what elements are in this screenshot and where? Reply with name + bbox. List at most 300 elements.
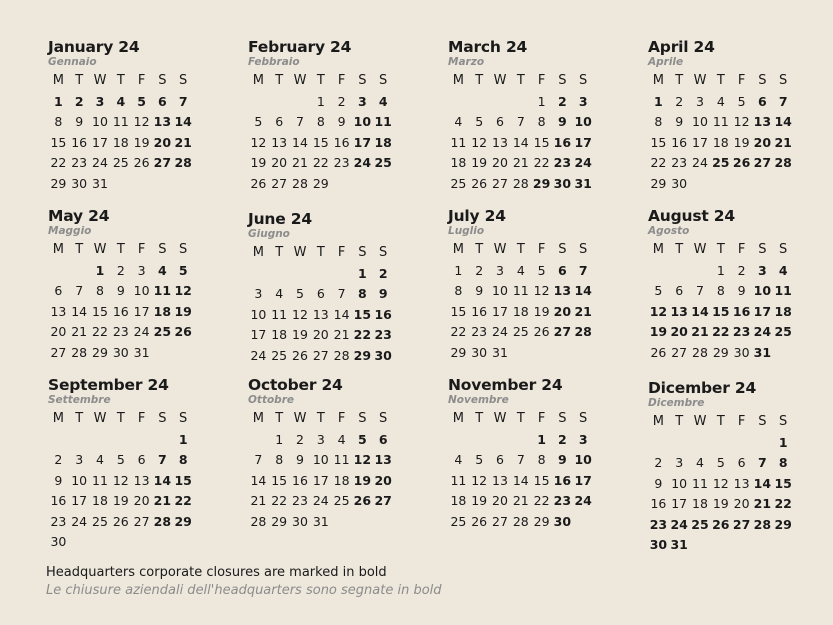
weekday-header: S bbox=[558, 242, 567, 258]
day-cell: 17 bbox=[574, 472, 592, 488]
day-cell: 10 bbox=[250, 306, 267, 322]
day-cell: 14 bbox=[153, 472, 172, 488]
week-row bbox=[248, 471, 418, 492]
day-grid bbox=[448, 71, 618, 194]
weekday-header: M bbox=[52, 242, 64, 258]
weekday-header: M bbox=[652, 242, 664, 258]
day-grid bbox=[48, 240, 218, 363]
weekday-header: F bbox=[337, 245, 346, 261]
day-cell: 1 bbox=[358, 265, 367, 281]
day-cell: 16 bbox=[333, 134, 350, 150]
weekday-header: T bbox=[316, 245, 325, 261]
day-cell: 28 bbox=[774, 155, 792, 171]
week-row bbox=[48, 430, 218, 451]
day-cell: 19 bbox=[174, 303, 192, 319]
month-title: February 24 bbox=[248, 38, 352, 56]
day-cell: 23 bbox=[732, 324, 751, 340]
day-cell: 8 bbox=[54, 114, 63, 130]
day-cell: 20 bbox=[670, 324, 688, 340]
day-cell: 13 bbox=[492, 134, 508, 150]
week-row bbox=[248, 491, 418, 512]
day-cell: 15 bbox=[650, 134, 667, 150]
week-row bbox=[648, 494, 818, 515]
day-cell: 16 bbox=[650, 496, 667, 512]
day-cell: 17 bbox=[692, 134, 708, 150]
month-9 bbox=[48, 376, 218, 553]
month-title: July 24 bbox=[448, 207, 506, 225]
day-cell: 29 bbox=[450, 344, 467, 360]
day-cell: 30 bbox=[112, 344, 129, 360]
day-cell: 30 bbox=[71, 175, 88, 191]
day-cell: 21 bbox=[174, 134, 192, 150]
month-title: March 24 bbox=[448, 38, 528, 56]
day-cell: 19 bbox=[112, 493, 129, 509]
weekday-header: T bbox=[116, 242, 125, 258]
day-cell: 23 bbox=[374, 327, 392, 343]
day-cell: 6 bbox=[737, 455, 746, 471]
day-cell: 13 bbox=[374, 452, 392, 468]
day-cell: 18 bbox=[92, 493, 108, 509]
week-row bbox=[248, 430, 418, 451]
legend-italian: Le chiusure aziendali dell'headquarters sono segnate in bold bbox=[46, 583, 442, 598]
day-cell: 27 bbox=[753, 155, 772, 171]
day-cell: 30 bbox=[649, 537, 668, 553]
week-row bbox=[448, 512, 618, 533]
day-cell: 13 bbox=[753, 114, 772, 130]
day-cell: 5 bbox=[178, 262, 188, 278]
week-row bbox=[48, 92, 218, 113]
day-cell: 26 bbox=[133, 155, 150, 171]
day-cell: 8 bbox=[654, 114, 663, 130]
week-row bbox=[648, 302, 818, 323]
day-cell: 26 bbox=[292, 347, 308, 363]
day-cell: 7 bbox=[158, 452, 167, 468]
weekday-header: T bbox=[316, 73, 325, 89]
day-cell: 14 bbox=[250, 472, 267, 488]
day-cell: 22 bbox=[650, 155, 667, 171]
month-4 bbox=[648, 38, 818, 194]
day-cell: 4 bbox=[696, 455, 704, 471]
weekday-header: W bbox=[493, 242, 507, 258]
day-cell: 11 bbox=[92, 472, 108, 488]
legend bbox=[46, 564, 442, 600]
day-cell: 31 bbox=[92, 175, 108, 191]
day-cell: 12 bbox=[292, 306, 308, 322]
day-cell: 19 bbox=[133, 134, 150, 150]
day-cell: 5 bbox=[537, 262, 546, 278]
day-cell: 10 bbox=[92, 114, 108, 130]
day-cell: 19 bbox=[292, 327, 308, 343]
day-cell: 7 bbox=[296, 114, 304, 130]
month-title: May 24 bbox=[48, 207, 110, 225]
day-cell: 31 bbox=[133, 344, 150, 360]
day-cell: 25 bbox=[512, 324, 529, 340]
day-cell: 26 bbox=[712, 516, 730, 532]
day-cell: 23 bbox=[671, 155, 688, 171]
day-cell: 25 bbox=[712, 155, 730, 171]
week-row bbox=[648, 535, 818, 556]
day-grid bbox=[448, 409, 618, 532]
day-cell: 13 bbox=[133, 472, 150, 488]
day-cell: 17 bbox=[133, 303, 150, 319]
weekday-header: W bbox=[493, 73, 507, 89]
day-cell: 28 bbox=[292, 175, 308, 191]
day-cell: 23 bbox=[112, 324, 129, 340]
day-cell: 24 bbox=[692, 155, 708, 171]
day-cell: 7 bbox=[75, 283, 84, 299]
day-cell: 17 bbox=[71, 493, 88, 509]
month-8 bbox=[648, 207, 818, 363]
week-row bbox=[648, 433, 818, 454]
day-cell: 21 bbox=[753, 496, 772, 512]
day-cell: 7 bbox=[337, 286, 346, 302]
day-cell: 5 bbox=[296, 286, 304, 302]
day-cell: 21 bbox=[691, 324, 709, 340]
day-cell: 16 bbox=[112, 303, 129, 319]
day-cell: 4 bbox=[716, 93, 725, 109]
weekday-header-row bbox=[448, 71, 618, 92]
weekday-header-row bbox=[448, 240, 618, 261]
week-row bbox=[448, 261, 618, 282]
day-cell: 18 bbox=[512, 303, 529, 319]
day-cell: 11 bbox=[450, 134, 467, 150]
day-cell: 28 bbox=[574, 324, 592, 340]
week-row bbox=[48, 322, 218, 343]
day-cell: 1 bbox=[54, 93, 63, 109]
day-cell: 26 bbox=[250, 175, 267, 191]
week-row bbox=[448, 92, 618, 113]
day-cell: 11 bbox=[271, 306, 288, 322]
weekday-header: T bbox=[475, 242, 484, 258]
weekday-header: T bbox=[716, 414, 725, 430]
day-cell: 29 bbox=[312, 175, 329, 191]
day-cell: 14 bbox=[774, 114, 792, 130]
day-cell: 12 bbox=[112, 472, 129, 488]
day-cell: 15 bbox=[533, 472, 550, 488]
week-row bbox=[448, 153, 618, 174]
day-cell: 26 bbox=[112, 513, 129, 529]
day-cell: 19 bbox=[250, 155, 267, 171]
week-row bbox=[248, 133, 418, 154]
month-subtitle: Novembre bbox=[448, 394, 509, 406]
day-grid bbox=[48, 71, 218, 194]
weekday-header: W bbox=[693, 242, 707, 258]
weekday-header: T bbox=[675, 414, 684, 430]
day-cell: 3 bbox=[496, 262, 504, 278]
day-cell: 15 bbox=[271, 472, 288, 488]
day-cell: 24 bbox=[574, 155, 592, 171]
day-cell: 26 bbox=[732, 155, 751, 171]
day-cell: 2 bbox=[737, 262, 746, 278]
day-cell: 3 bbox=[75, 452, 84, 468]
day-cell: 27 bbox=[312, 347, 329, 363]
day-cell: 29 bbox=[271, 513, 288, 529]
day-cell: 13 bbox=[312, 306, 329, 322]
day-cell: 20 bbox=[374, 472, 392, 488]
day-cell: 6 bbox=[496, 114, 504, 130]
week-row bbox=[48, 133, 218, 154]
week-row bbox=[48, 302, 218, 323]
day-cell: 29 bbox=[774, 516, 792, 532]
day-cell: 21 bbox=[250, 493, 267, 509]
weekday-header: T bbox=[675, 242, 684, 258]
weekday-header: T bbox=[716, 73, 725, 89]
day-cell: 22 bbox=[174, 493, 192, 509]
day-cell: 16 bbox=[374, 306, 392, 322]
day-cell: 7 bbox=[254, 452, 263, 468]
day-cell: 2 bbox=[654, 455, 663, 471]
day-cell: 2 bbox=[558, 93, 567, 109]
day-cell: 21 bbox=[292, 155, 308, 171]
day-cell: 1 bbox=[537, 93, 546, 109]
day-cell: 19 bbox=[712, 496, 729, 512]
day-cell: 16 bbox=[71, 134, 88, 150]
week-row bbox=[448, 302, 618, 323]
day-cell: 13 bbox=[50, 303, 67, 319]
day-cell: 5 bbox=[737, 93, 746, 109]
day-cell: 5 bbox=[654, 283, 663, 299]
weekday-header: M bbox=[452, 73, 464, 89]
day-cell: 1 bbox=[316, 93, 325, 109]
day-cell: 13 bbox=[492, 472, 508, 488]
day-cell: 1 bbox=[178, 431, 188, 447]
day-cell: 17 bbox=[312, 472, 329, 488]
weekday-header: W bbox=[293, 73, 307, 89]
day-cell: 2 bbox=[378, 265, 388, 281]
weekday-header: T bbox=[116, 73, 125, 89]
day-cell: 9 bbox=[737, 283, 746, 299]
day-cell: 6 bbox=[158, 93, 167, 109]
day-cell: 21 bbox=[71, 324, 88, 340]
day-cell: 4 bbox=[454, 114, 463, 130]
weekday-header: S bbox=[179, 411, 188, 427]
weekday-header: W bbox=[93, 242, 107, 258]
weekday-header: T bbox=[316, 411, 325, 427]
day-cell: 28 bbox=[512, 175, 529, 191]
day-cell: 13 bbox=[153, 114, 172, 130]
day-cell: 16 bbox=[553, 472, 572, 488]
day-cell: 8 bbox=[316, 114, 325, 130]
day-cell: 13 bbox=[733, 475, 750, 491]
day-cell: 30 bbox=[733, 344, 750, 360]
day-cell: 22 bbox=[92, 324, 108, 340]
week-row bbox=[48, 512, 218, 533]
day-cell: 4 bbox=[454, 452, 463, 468]
day-grid bbox=[448, 240, 618, 363]
day-cell: 28 bbox=[250, 513, 267, 529]
weekday-header: T bbox=[75, 73, 84, 89]
day-cell: 11 bbox=[450, 472, 467, 488]
weekday-header: S bbox=[379, 245, 388, 261]
weekday-header: S bbox=[779, 73, 788, 89]
month-subtitle: Luglio bbox=[448, 225, 485, 237]
day-cell: 12 bbox=[471, 134, 488, 150]
week-row bbox=[48, 153, 218, 174]
weekday-header: W bbox=[293, 245, 307, 261]
week-row bbox=[248, 450, 418, 471]
weekday-header: T bbox=[475, 73, 484, 89]
day-cell: 16 bbox=[553, 134, 572, 150]
weekday-header: T bbox=[516, 73, 525, 89]
week-row bbox=[48, 450, 218, 471]
legend-english: Headquarters corporate closures are marked in bold bbox=[46, 565, 387, 580]
day-cell: 24 bbox=[133, 324, 150, 340]
month-subtitle: Giugno bbox=[248, 228, 290, 240]
weekday-header-row bbox=[648, 412, 818, 433]
day-cell: 20 bbox=[733, 496, 750, 512]
day-cell: 7 bbox=[178, 93, 188, 109]
weekday-header: F bbox=[337, 411, 346, 427]
day-cell: 21 bbox=[512, 155, 529, 171]
weekday-header: S bbox=[579, 242, 588, 258]
day-cell: 18 bbox=[271, 327, 288, 343]
day-cell: 10 bbox=[574, 452, 592, 468]
weekday-header: S bbox=[579, 411, 588, 427]
day-cell: 5 bbox=[475, 452, 484, 468]
day-cell: 29 bbox=[92, 344, 108, 360]
day-cell: 19 bbox=[471, 155, 488, 171]
day-cell: 27 bbox=[553, 324, 572, 340]
week-row bbox=[448, 430, 618, 451]
week-row bbox=[248, 153, 418, 174]
week-row bbox=[248, 112, 418, 133]
weekday-header: S bbox=[758, 242, 767, 258]
week-row bbox=[48, 491, 218, 512]
day-cell: 6 bbox=[275, 114, 284, 130]
day-cell: 22 bbox=[450, 324, 467, 340]
day-cell: 22 bbox=[533, 155, 550, 171]
day-cell: 19 bbox=[353, 472, 372, 488]
day-cell: 21 bbox=[774, 134, 792, 150]
day-cell: 26 bbox=[471, 513, 488, 529]
day-grid bbox=[648, 240, 818, 363]
day-cell: 28 bbox=[512, 513, 529, 529]
day-cell: 2 bbox=[337, 93, 346, 109]
day-cell: 17 bbox=[492, 303, 508, 319]
day-cell: 9 bbox=[337, 114, 346, 130]
day-cell: 18 bbox=[153, 303, 172, 319]
day-cell: 3 bbox=[358, 93, 367, 109]
day-cell: 27 bbox=[374, 493, 392, 509]
day-cell: 11 bbox=[333, 452, 350, 468]
day-cell: 14 bbox=[292, 134, 308, 150]
week-row bbox=[648, 112, 818, 133]
day-cell: 18 bbox=[774, 303, 792, 319]
weekday-header: S bbox=[558, 73, 567, 89]
day-cell: 29 bbox=[712, 344, 729, 360]
day-cell: 4 bbox=[275, 286, 284, 302]
weekday-header: W bbox=[693, 414, 707, 430]
month-12 bbox=[648, 379, 818, 556]
weekday-header: S bbox=[579, 73, 588, 89]
weekday-header: M bbox=[652, 414, 664, 430]
day-cell: 9 bbox=[558, 452, 567, 468]
week-row bbox=[448, 471, 618, 492]
day-cell: 8 bbox=[96, 283, 104, 299]
weekday-header: F bbox=[537, 73, 546, 89]
day-cell: 3 bbox=[578, 431, 588, 447]
day-cell: 10 bbox=[753, 283, 772, 299]
day-cell: 18 bbox=[333, 472, 350, 488]
day-cell: 7 bbox=[696, 283, 704, 299]
day-cell: 22 bbox=[271, 493, 288, 509]
day-cell: 8 bbox=[537, 114, 546, 130]
day-cell: 2 bbox=[475, 262, 484, 278]
week-row bbox=[48, 174, 218, 195]
weekday-header-row bbox=[248, 71, 418, 92]
day-cell: 15 bbox=[533, 134, 550, 150]
day-cell: 25 bbox=[450, 513, 467, 529]
week-row bbox=[448, 281, 618, 302]
weekday-header: M bbox=[252, 411, 264, 427]
day-cell: 6 bbox=[675, 283, 684, 299]
weekday-header: S bbox=[758, 414, 767, 430]
day-cell: 9 bbox=[378, 286, 388, 302]
day-cell: 25 bbox=[271, 347, 288, 363]
day-cell: 14 bbox=[753, 475, 772, 491]
day-cell: 1 bbox=[454, 262, 463, 278]
day-cell: 27 bbox=[50, 344, 67, 360]
month-subtitle: Dicembre bbox=[648, 397, 705, 409]
day-cell: 9 bbox=[475, 283, 484, 299]
day-grid bbox=[648, 71, 818, 194]
day-cell: 15 bbox=[50, 134, 67, 150]
week-row bbox=[248, 325, 418, 346]
month-11 bbox=[448, 376, 618, 532]
weekday-header: T bbox=[475, 411, 484, 427]
day-cell: 19 bbox=[649, 324, 668, 340]
day-cell: 27 bbox=[271, 175, 288, 191]
day-cell: 20 bbox=[492, 493, 508, 509]
week-row bbox=[48, 261, 218, 282]
day-cell: 20 bbox=[553, 303, 572, 319]
day-cell: 9 bbox=[296, 452, 304, 468]
day-cell: 6 bbox=[378, 431, 388, 447]
day-cell: 25 bbox=[112, 155, 129, 171]
day-cell: 25 bbox=[374, 155, 392, 171]
day-cell: 18 bbox=[692, 496, 708, 512]
week-row bbox=[248, 346, 418, 367]
day-cell: 13 bbox=[670, 303, 688, 319]
day-cell: 24 bbox=[353, 155, 372, 171]
day-cell: 30 bbox=[50, 534, 67, 550]
day-cell: 10 bbox=[71, 472, 88, 488]
week-row bbox=[48, 532, 218, 553]
day-cell: 30 bbox=[671, 175, 688, 191]
day-cell: 19 bbox=[733, 134, 750, 150]
week-row bbox=[648, 322, 818, 343]
weekday-header-row bbox=[248, 243, 418, 264]
week-row bbox=[648, 261, 818, 282]
day-cell: 21 bbox=[574, 303, 592, 319]
weekday-header: W bbox=[93, 73, 107, 89]
week-row bbox=[648, 515, 818, 536]
day-cell: 22 bbox=[712, 324, 730, 340]
day-cell: 13 bbox=[553, 283, 572, 299]
day-cell: 10 bbox=[671, 475, 688, 491]
day-cell: 12 bbox=[712, 475, 729, 491]
day-cell: 11 bbox=[712, 114, 729, 130]
week-row bbox=[648, 174, 818, 195]
day-cell: 2 bbox=[675, 93, 684, 109]
day-grid bbox=[48, 409, 218, 553]
day-cell: 9 bbox=[116, 283, 125, 299]
day-cell: 28 bbox=[174, 155, 192, 171]
day-cell: 2 bbox=[74, 93, 84, 109]
month-10 bbox=[248, 376, 418, 532]
weekday-header: S bbox=[358, 245, 367, 261]
day-grid bbox=[248, 71, 418, 194]
